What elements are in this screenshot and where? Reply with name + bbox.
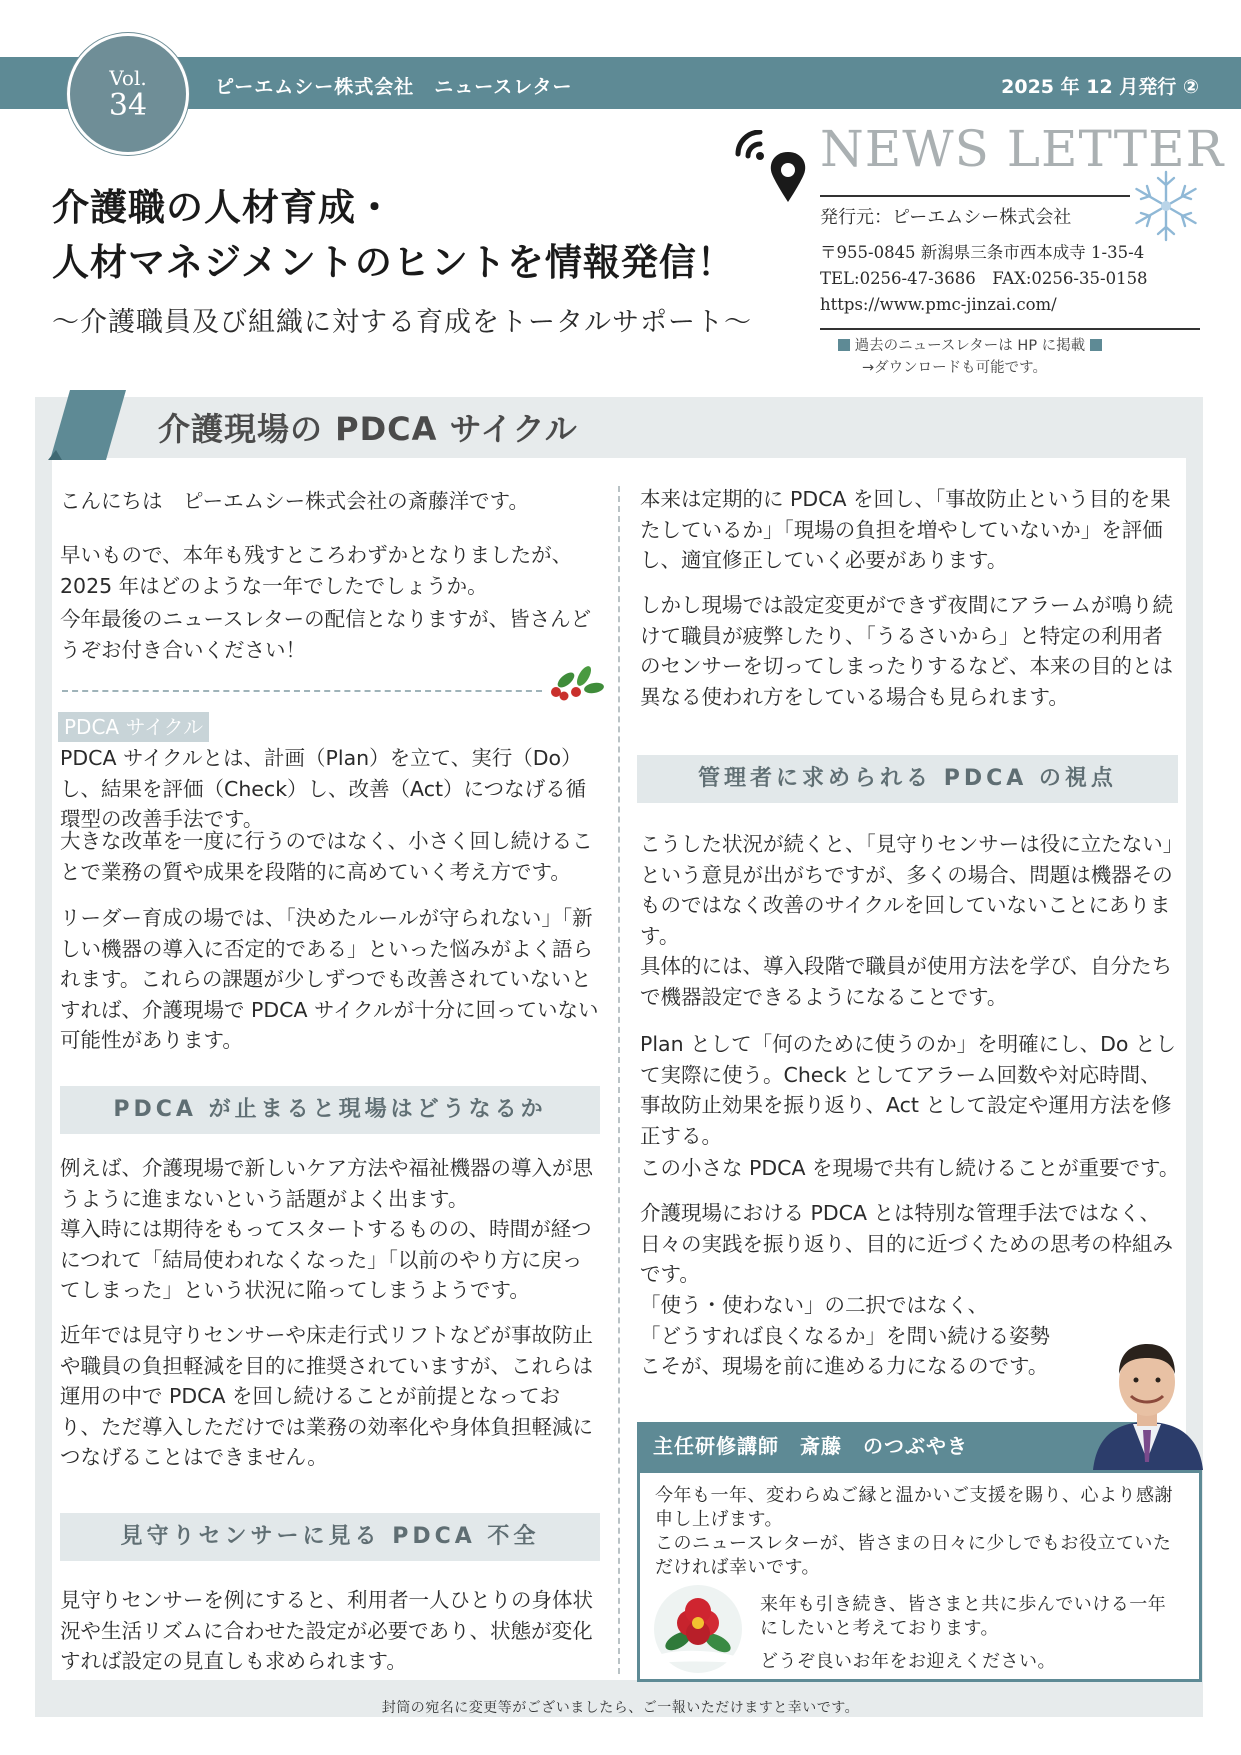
- tweet-title: 主任研修講師 斎藤 のつぶやき: [653, 1434, 968, 1458]
- camellia-icon: [652, 1583, 744, 1675]
- author-photo: [1085, 1330, 1210, 1470]
- tweet-paragraph: このニュースレターが、皆さまの日々に少しでもお役立ていただければ幸いです。: [655, 1533, 1172, 1578]
- subheading-pdca-stops: PDCA が止まると現場はどうなるか: [60, 1086, 600, 1134]
- tagline: 〜介護職員及び組織に対する育成をトータルサポート〜: [52, 307, 752, 338]
- hp-note-line1: 過去のニュースレターは HP に掲載: [854, 338, 1086, 354]
- tweet-paragraph: 来年も引き続き、皆さまと共に歩んでいける一年にしたいと考えております。: [760, 1594, 1167, 1639]
- right-paragraph: 介護現場における PDCA とは特別な管理手法ではなく、日々の実践を振り返り、目的に近づくための思考の枠組みです。: [640, 1201, 1173, 1286]
- postal-address: 〒955-0845 新潟県三条市西本成寺 1-35-4: [820, 243, 1145, 262]
- pdca-definition: PDCA サイクルとは、計画（Plan）を立て、実行（Do）し、結果を評価（Check）し、改善（Act）につなげる循環型の改善手法です。: [60, 746, 587, 831]
- right-paragraph: Plan として「何のために使うのか」を明確にし、Do として実際に使う。Check としてアラーム回数や対応時間、事故防止効果を振り返り、Act として設定や運用方法を修正する。: [640, 1032, 1176, 1148]
- snowflake-icon: [1128, 168, 1204, 244]
- greeting: こんにちは ピーエムシー株式会社の斎藤洋です。: [60, 489, 530, 513]
- wifi-location-icon: [728, 130, 816, 215]
- closing-line: 「使う・使わない」の二択ではなく、: [640, 1293, 989, 1317]
- hp-note: [838, 335, 1102, 379]
- square-bullet-icon: [1090, 339, 1102, 351]
- column-divider: [618, 486, 620, 1674]
- newsletter-title: NEWS LETTER: [820, 120, 1225, 178]
- closing-line: 「どうすれば良くなるか」を問い続ける姿勢: [640, 1323, 1050, 1348]
- company-newsletter-label: ピーエムシー株式会社 ニュースレター: [215, 76, 573, 98]
- leader-paragraph: リーダー育成の場では、「決めたルールが守られない」「新しい機器の導入に否定的である」といった悩みがよく語られます。これらの課題が少しずつでも改善されていないとすれば、介護現場で PDCA サイクルが十分に回っていない可能性があります。: [60, 906, 599, 1052]
- footer-note: 封筒の宛名に変更等がございましたら、ご一報いただけますと幸いです。: [381, 1700, 860, 1716]
- dotted-divider: [62, 690, 542, 692]
- volume-label: Vol.: [109, 66, 147, 90]
- berries-icon: [542, 664, 604, 704]
- tweet-paragraph: 今年も一年、変わらぬご縁と温かいご支援を賜り、心より感謝申し上げます。: [655, 1485, 1173, 1530]
- sub1-paragraph: 導入時には期待をもってスタートするものの、時間が経つにつれて「結局使われなくなった」「以前のやり方に戻ってしまった」という状況に陥ってしまうようです。: [60, 1217, 592, 1302]
- article-title: 介護現場の PDCA サイクル: [158, 410, 578, 448]
- sub1-paragraph: 例えば、介護現場で新しいケア方法や福祉機器の導入が思うように進まないという話題がよく出ます。: [60, 1156, 593, 1211]
- publisher: 発行元：ピーエムシー株式会社: [820, 207, 1072, 228]
- sub1-paragraph: 近年では見守りセンサーや床走行式リフトなどが事故防止や職員の負担軽減を目的に推奨されていますが、これらは運用の中で PDCA を回し続けることが前提となっており、ただ導入しただけでは業務の効率化や身体負担軽減につなげることはできません。: [60, 1323, 593, 1469]
- divider: [820, 328, 1200, 330]
- issue-date: 2025 年 12 月発行 ②: [1001, 76, 1199, 98]
- right-paragraph: 本来は定期的に PDCA を回し、「事故防止という目的を果たしているか」「現場の負担を増やしていないか」を評価し、適宜修正していく必要があります。: [640, 487, 1171, 572]
- headline: [52, 180, 735, 290]
- intro-paragraph: 今年最後のニュースレターの配信となりますが、皆さんどうぞお付き合いください！: [60, 607, 592, 662]
- closing-line: こそが、現場を前に進める力になるのです。: [640, 1354, 1049, 1378]
- title-tab-decoration: [48, 390, 126, 460]
- intro-paragraph: 早いもので、本年も残すところわずかとなりましたが、2025 年はどのような一年でしたでしょうか。: [60, 543, 573, 598]
- website-link[interactable]: https://www.pmc-jinzai.com/: [820, 295, 1057, 314]
- volume-badge: [67, 33, 189, 155]
- headline-line2: 人材マネジメントのヒントを情報発信！: [52, 241, 735, 284]
- volume-number: 34: [108, 88, 148, 123]
- subheading-sensor-pdca: 見守りセンサーに見る PDCA 不全: [60, 1513, 600, 1561]
- right-paragraph: 具体的には、導入段階で職員が使用方法を学び、自分たちで機器設定できるようになることです。: [640, 954, 1173, 1009]
- pdca-definition-2: 大きな改革を一度に行うのではなく、小さく回し続けることで業務の質や成果を段階的に高めていく考え方です。: [60, 829, 593, 884]
- contact-block: [820, 240, 1148, 318]
- right-paragraph: しかし現場では設定変更ができず夜間にアラームが鳴り続けて職員が疲弊したり、「うるさいから」と特定の利用者のセンサーを切ってしまったりするなど、本来の目的とは異なる使われ方をしている場合も見られます。: [640, 593, 1173, 709]
- sub2-paragraph: 見守りセンサーを例にすると、利用者一人ひとりの身体状況や生活リズムに合わせた設定が必要であり、状態が変化すれば設定の見直しも求められます。: [60, 1588, 593, 1673]
- headline-line1: 介護職の人材育成・: [52, 186, 394, 229]
- square-bullet-icon: [838, 339, 850, 351]
- hp-note-line2: →ダウンロードも可能です。: [862, 360, 1047, 376]
- right-paragraph: この小さな PDCA を現場で共有し続けることが重要です。: [640, 1156, 1180, 1180]
- divider: [820, 195, 1130, 197]
- subheading-manager-pdca: 管理者に求められる PDCA の視点: [637, 755, 1178, 803]
- tel-fax: TEL:0256-47-3686 FAX:0256-35-0158: [820, 269, 1148, 288]
- tweet-paragraph: どうぞ良いお年をお迎えください。: [760, 1651, 1056, 1672]
- pdca-label: PDCA サイクル: [58, 712, 209, 742]
- right-paragraph: こうした状況が続くと、「見守りセンサーは役に立たない」という意見が出がちですが、多くの場合、問題は機器そのものではなく改善のサイクルを回していないことにあります。: [640, 832, 1173, 948]
